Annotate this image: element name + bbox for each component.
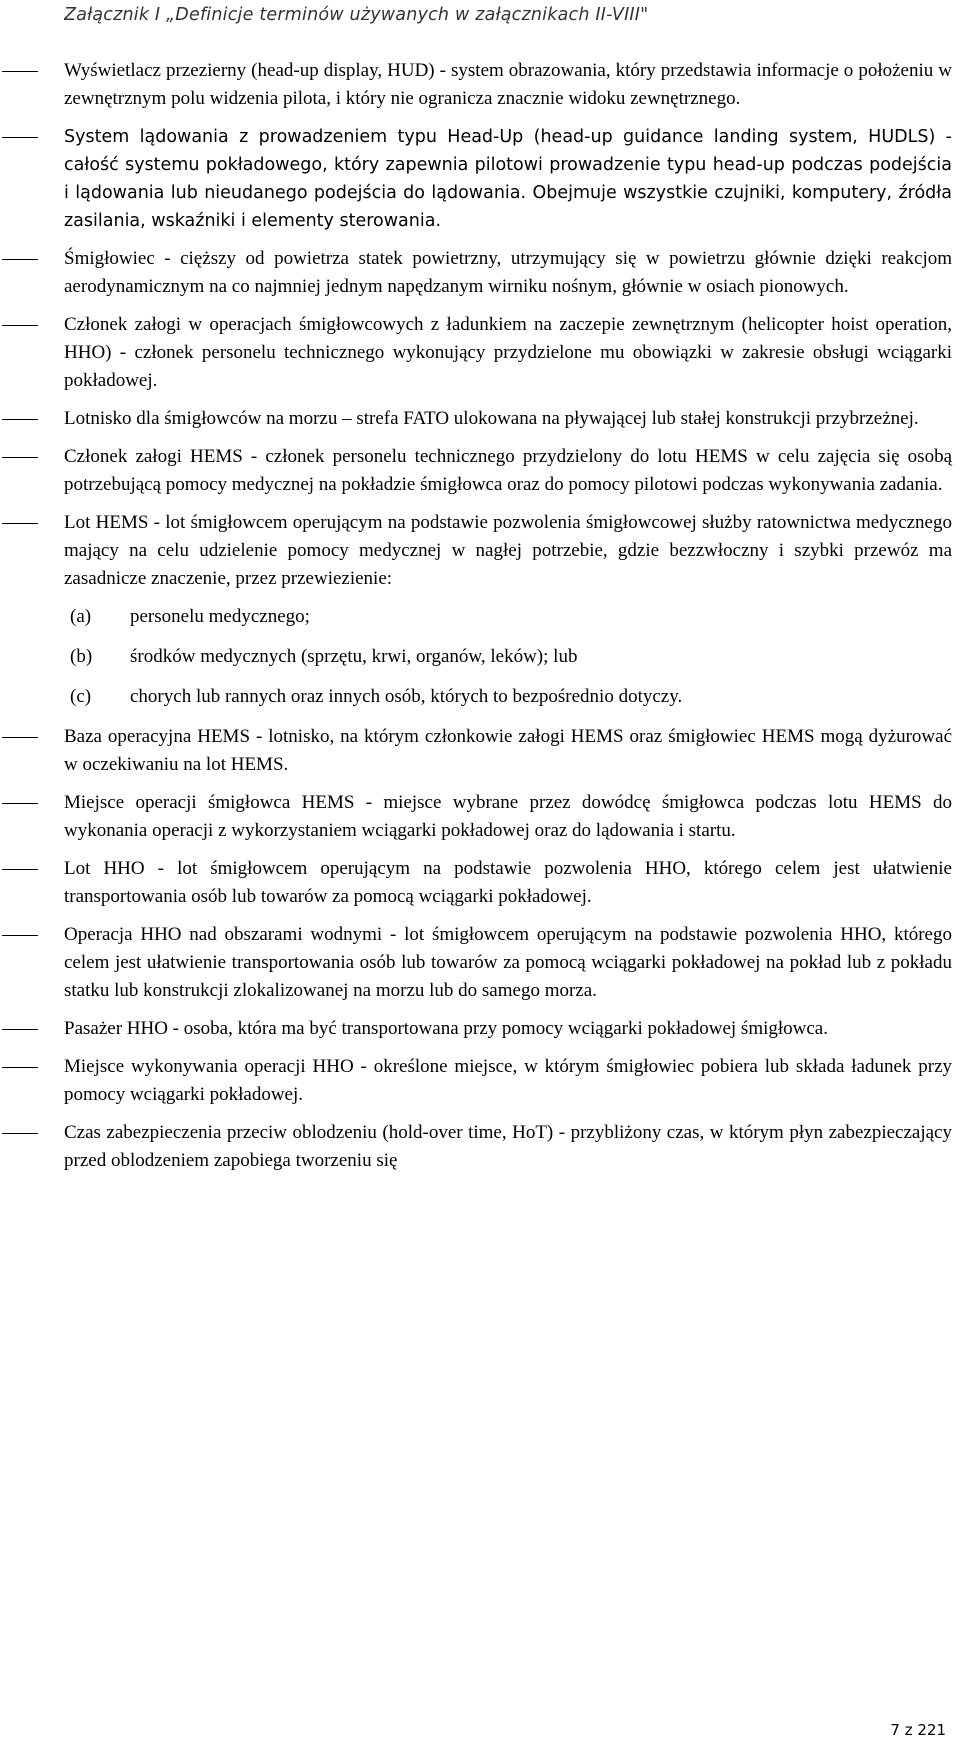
definition-entry [0, 443, 960, 499]
page-header-title: Załącznik I „Definicje terminów używanych w załącznikach II-VIII" [64, 5, 649, 25]
dash-bullet-icon [2, 1029, 38, 1030]
document-body [0, 57, 960, 1175]
sub-item-label: (a) [70, 606, 92, 627]
definition-entry [0, 921, 960, 1005]
definition-text: Lot HHO - lot śmigłowcem operującym na podstawie pozwolenia HHO, którego celem jest ułatwienie transportowania osób lub towarów za pomocą wciągarki pokładowej. [64, 858, 952, 907]
definition-text: Lot HEMS - lot śmigłowcem operującym na podstawie pozwolenia śmigłowcowej służby ratownictwa medycznego mający na celu udzielenie pomocy medycznej w nagłej potrzebie, gdzie bezzwłoczny i szybki przewóz ma zasadnicze znaczenie, przez przewiezienie: [64, 512, 952, 589]
sub-item-text: personelu medycznego; [130, 606, 310, 627]
definition-text: System lądowania z prowadzeniem typu Head-Up (head-up guidance landing system, HUDLS) - całość systemu pokładowego, który zapewnia pilotowi prowadzenie typu head-up podczas podejścia i lądowania lub nieudanego podejścia do lądowania. Obejmuje wszystkie czujniki, komputery, źródła zasilania, wskaźniki i elementy sterowania. [64, 127, 952, 231]
definition-text: Operacja HHO nad obszarami wodnymi - lot śmigłowcem operującym na podstawie pozwolenia HHO, którego celem jest ułatwienie transportowania osób lub towarów za pomocą wciągarki pokładowej na pokład lub z pokładu statku lub konstrukcji zlokalizowanej na morzu lub do samego morza. [64, 924, 952, 1001]
dash-bullet-icon [2, 803, 38, 804]
definition-text: Pasażer HHO - osoba, która ma być transportowana przy pomocy wciągarki pokładowej śmigłowca. [64, 1018, 828, 1039]
page-number: 7 z 221 [890, 1721, 946, 1739]
dash-bullet-icon [2, 1133, 38, 1134]
dash-bullet-icon [2, 457, 38, 458]
dash-bullet-icon [2, 419, 38, 420]
definition-entry [0, 245, 960, 301]
sub-item [0, 643, 960, 671]
sub-item-text: środków medycznych (sprzętu, krwi, organów, leków); lub [130, 646, 578, 667]
definition-text: Członek załogi HEMS - członek personelu technicznego przydzielony do lotu HEMS w celu zajęcia się osobą potrzebującą pomocy medycznej na pokładzie śmigłowca oraz do pomocy pilotowi podczas wykonywania zadania. [64, 446, 952, 495]
dash-bullet-icon [2, 325, 38, 326]
definition-entry [0, 855, 960, 911]
definition-text: Śmigłowiec - cięższy od powietrza statek powietrzny, utrzymujący się w powietrzu głównie dzięki reakcjom aerodynamicznym na co najmniej jednym napędzanym wirniku nośnym, głównie w osiach pionowych. [64, 248, 952, 297]
definition-text: Członek załogi w operacjach śmigłowcowych z ładunkiem na zaczepie zewnętrznym (helicopter hoist operation, HHO) - członek personelu technicznego wykonujący przydzielone mu obowiązki w zakresie obsługi wciągarki pokładowej. [64, 314, 952, 391]
definition-entry [0, 57, 960, 113]
sub-item [0, 603, 960, 631]
definition-entry [0, 1053, 960, 1109]
definition-text: Baza operacyjna HEMS - lotnisko, na którym członkowie załogi HEMS oraz śmigłowiec HEMS mogą dyżurować w oczekiwaniu na lot HEMS. [64, 726, 952, 775]
definition-entry [0, 723, 960, 779]
definition-entry [0, 509, 960, 593]
dash-bullet-icon [2, 137, 38, 138]
dash-bullet-icon [2, 259, 38, 260]
sub-item [0, 683, 960, 711]
definition-text: Lotnisko dla śmigłowców na morzu – strefa FATO ulokowana na pływającej lub stałej konstrukcji przybrzeżnej. [64, 408, 919, 429]
definition-entry [0, 123, 960, 235]
sub-item-label: (b) [70, 646, 93, 667]
sub-items-list [0, 603, 960, 711]
dash-bullet-icon [2, 71, 38, 72]
definition-entry [0, 789, 960, 845]
definition-entry [0, 311, 960, 395]
dash-bullet-icon [2, 935, 38, 936]
definition-text: Wyświetlacz przezierny (head-up display, HUD) - system obrazowania, który przedstawia informacje o położeniu w zewnętrznym polu widzenia pilota, i który nie ogranicza znacznie widoku zewnętrznego. [64, 60, 952, 109]
sub-item-text: chorych lub rannych oraz innych osób, których to bezpośrednio dotyczy. [130, 686, 683, 707]
definition-text: Miejsce wykonywania operacji HHO - określone miejsce, w którym śmigłowiec pobiera lub składa ładunek przy pomocy wciągarki pokładowej. [64, 1056, 952, 1105]
definitions-list [0, 57, 960, 593]
definition-text: Miejsce operacji śmigłowca HEMS - miejsce wybrane przez dowódcę śmigłowca podczas lotu HEMS do wykonania operacji z wykorzystaniem wciągarki pokładowej oraz do lądowania i startu. [64, 792, 952, 841]
definition-entry [0, 405, 960, 433]
sub-item-label: (c) [70, 686, 92, 707]
definition-text: Czas zabezpieczenia przeciw oblodzeniu (hold-over time, HoT) - przybliżony czas, w którym płyn zabezpieczający przed oblodzeniem zapobiega tworzeniu się [64, 1122, 952, 1171]
dash-bullet-icon [2, 737, 38, 738]
dash-bullet-icon [2, 1067, 38, 1068]
dash-bullet-icon [2, 523, 38, 524]
definition-entry [0, 1015, 960, 1043]
dash-bullet-icon [2, 869, 38, 870]
definitions-list-continued [0, 723, 960, 1175]
definition-entry [0, 1119, 960, 1175]
